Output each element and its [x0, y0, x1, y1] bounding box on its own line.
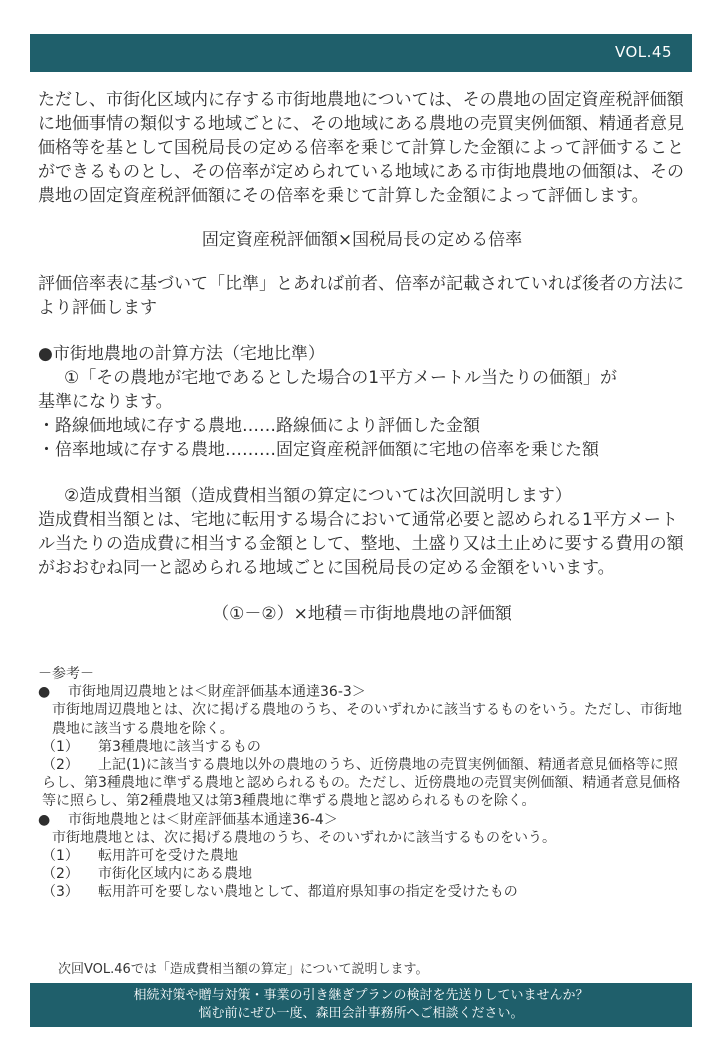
section-title: ●市街地農地の計算方法（宅地比準） — [38, 344, 325, 364]
step1-item-bairitsu: ・倍率地域に存する農地………固定資産税評価額に宅地の倍率を乗じた額 — [38, 440, 599, 460]
step1-item-rosenka: ・路線価地域に存する農地……路線価により評価した金額 — [38, 416, 480, 436]
footer-line-2: 悩む前にぜひ一度、森田会計事務所へご相談ください。 — [198, 1006, 524, 1021]
footer-banner — [30, 983, 692, 1027]
issue-number: VOL.45 — [614, 43, 672, 61]
reference-item-2-title-text: 市街地農地とは＜財産評価基本通達36-4＞ — [68, 811, 338, 828]
sub-text: 転用許可を受けた農地 — [98, 848, 238, 865]
step2-body: 造成費相当額とは、宅地に転用する場合において通常必要と認められる1平方メートル当たりの造成費に相当する金額として、整地、土盛り又は土止めに要する費用の額がおおむね同一と認められる地域ごとに国税局長の定める金額をいいます。 — [38, 510, 684, 578]
reference-item-2-title — [38, 811, 686, 829]
step2-title: ②造成費相当額（造成費相当額の算定については次回説明します） — [64, 486, 572, 506]
sub-text: 第3種農地に該当するもの — [98, 738, 261, 755]
reference-item-2-sub-2 — [38, 865, 686, 883]
sub-number: （2） — [42, 757, 79, 774]
reference-heading: －参考－ — [38, 666, 94, 682]
formula-valuation: （①－②）×地積＝市街地農地の評価額 — [212, 604, 512, 624]
sub-number: （3） — [42, 884, 79, 901]
reference-item-2-body: 市街地農地とは、次に掲げる農地のうち、そのいずれかに該当するものをいう。 — [52, 829, 556, 846]
reference-item-2-sub-3 — [38, 883, 686, 901]
evaluation-note: 評価倍率表に基づいて「比準」とあれば前者、倍率が記載されていれば後者の方法により評価します — [38, 274, 684, 318]
intro-paragraph: ただし、市街化区域内に存する市街地農地については、その農地の固定資産税評価額に地価事情の類似する地域ごとに、その地域にある農地の売買実例価額、精通者意見価格等を基として国税局長の定める倍率を乗じて計算した金額によって評価することができるものとし、その倍率が定められている地域にある市街地農地の価額は、その農地の固定資産税評価額にその倍率を乗じて計算した金額によって評価します。 — [38, 90, 684, 206]
sub-number: （2） — [42, 866, 79, 883]
reference-item-1-title — [38, 683, 686, 701]
reference-section — [38, 665, 686, 902]
formula-multiplier: 固定資産税評価額×国税局長の定める倍率 — [201, 230, 523, 250]
sub-text: 転用許可を要しない農地として、都道府県知事の指定を受けたもの — [98, 884, 518, 901]
reference-item-1-body: 市街地周辺農地とは、次に掲げる農地のうち、そのいずれかに該当するものをいう。ただし、市街地農地に該当する農地を除く。 — [52, 702, 682, 737]
reference-item-1-sub-1 — [38, 738, 686, 756]
header-bar — [30, 34, 692, 72]
step1-continued: 基準になります。 — [38, 392, 173, 412]
main-content — [38, 88, 686, 626]
sub-number: （1） — [42, 738, 79, 755]
step1-lead: ①「その農地が宅地であるとした場合の1平方メートル当たりの価額」が — [64, 368, 618, 388]
sub-text: 上記(1)に該当する農地以外の農地のうち、近傍農地の売買実例価額、精通者意見価格等に照らし、第3種農地に準ずる農地と認められるもの。ただし、近傍農地の売買実例価額、精通者意見価格等に照らし、第2種農地又は第3種農地に準ずる農地と認められるものを除く。 — [42, 757, 681, 810]
next-issue-notice: 次回VOL.46では「造成費相当額の算定」について説明します。 — [58, 962, 429, 977]
footer-line-1: 相続対策や贈与対策・事業の引き継ぎプランの検討を先送りしていませんか？ — [133, 988, 589, 1003]
sub-text: 市街化区域内にある農地 — [98, 866, 252, 883]
reference-item-1-title-text: 市街地周辺農地とは＜財産評価基本通達36-3＞ — [68, 684, 366, 701]
reference-item-1-sub-2 — [38, 756, 686, 811]
bullet-icon: ● — [38, 811, 51, 828]
sub-number: （1） — [42, 848, 79, 865]
bullet-icon: ● — [38, 684, 51, 701]
reference-item-2-sub-1 — [38, 847, 686, 865]
